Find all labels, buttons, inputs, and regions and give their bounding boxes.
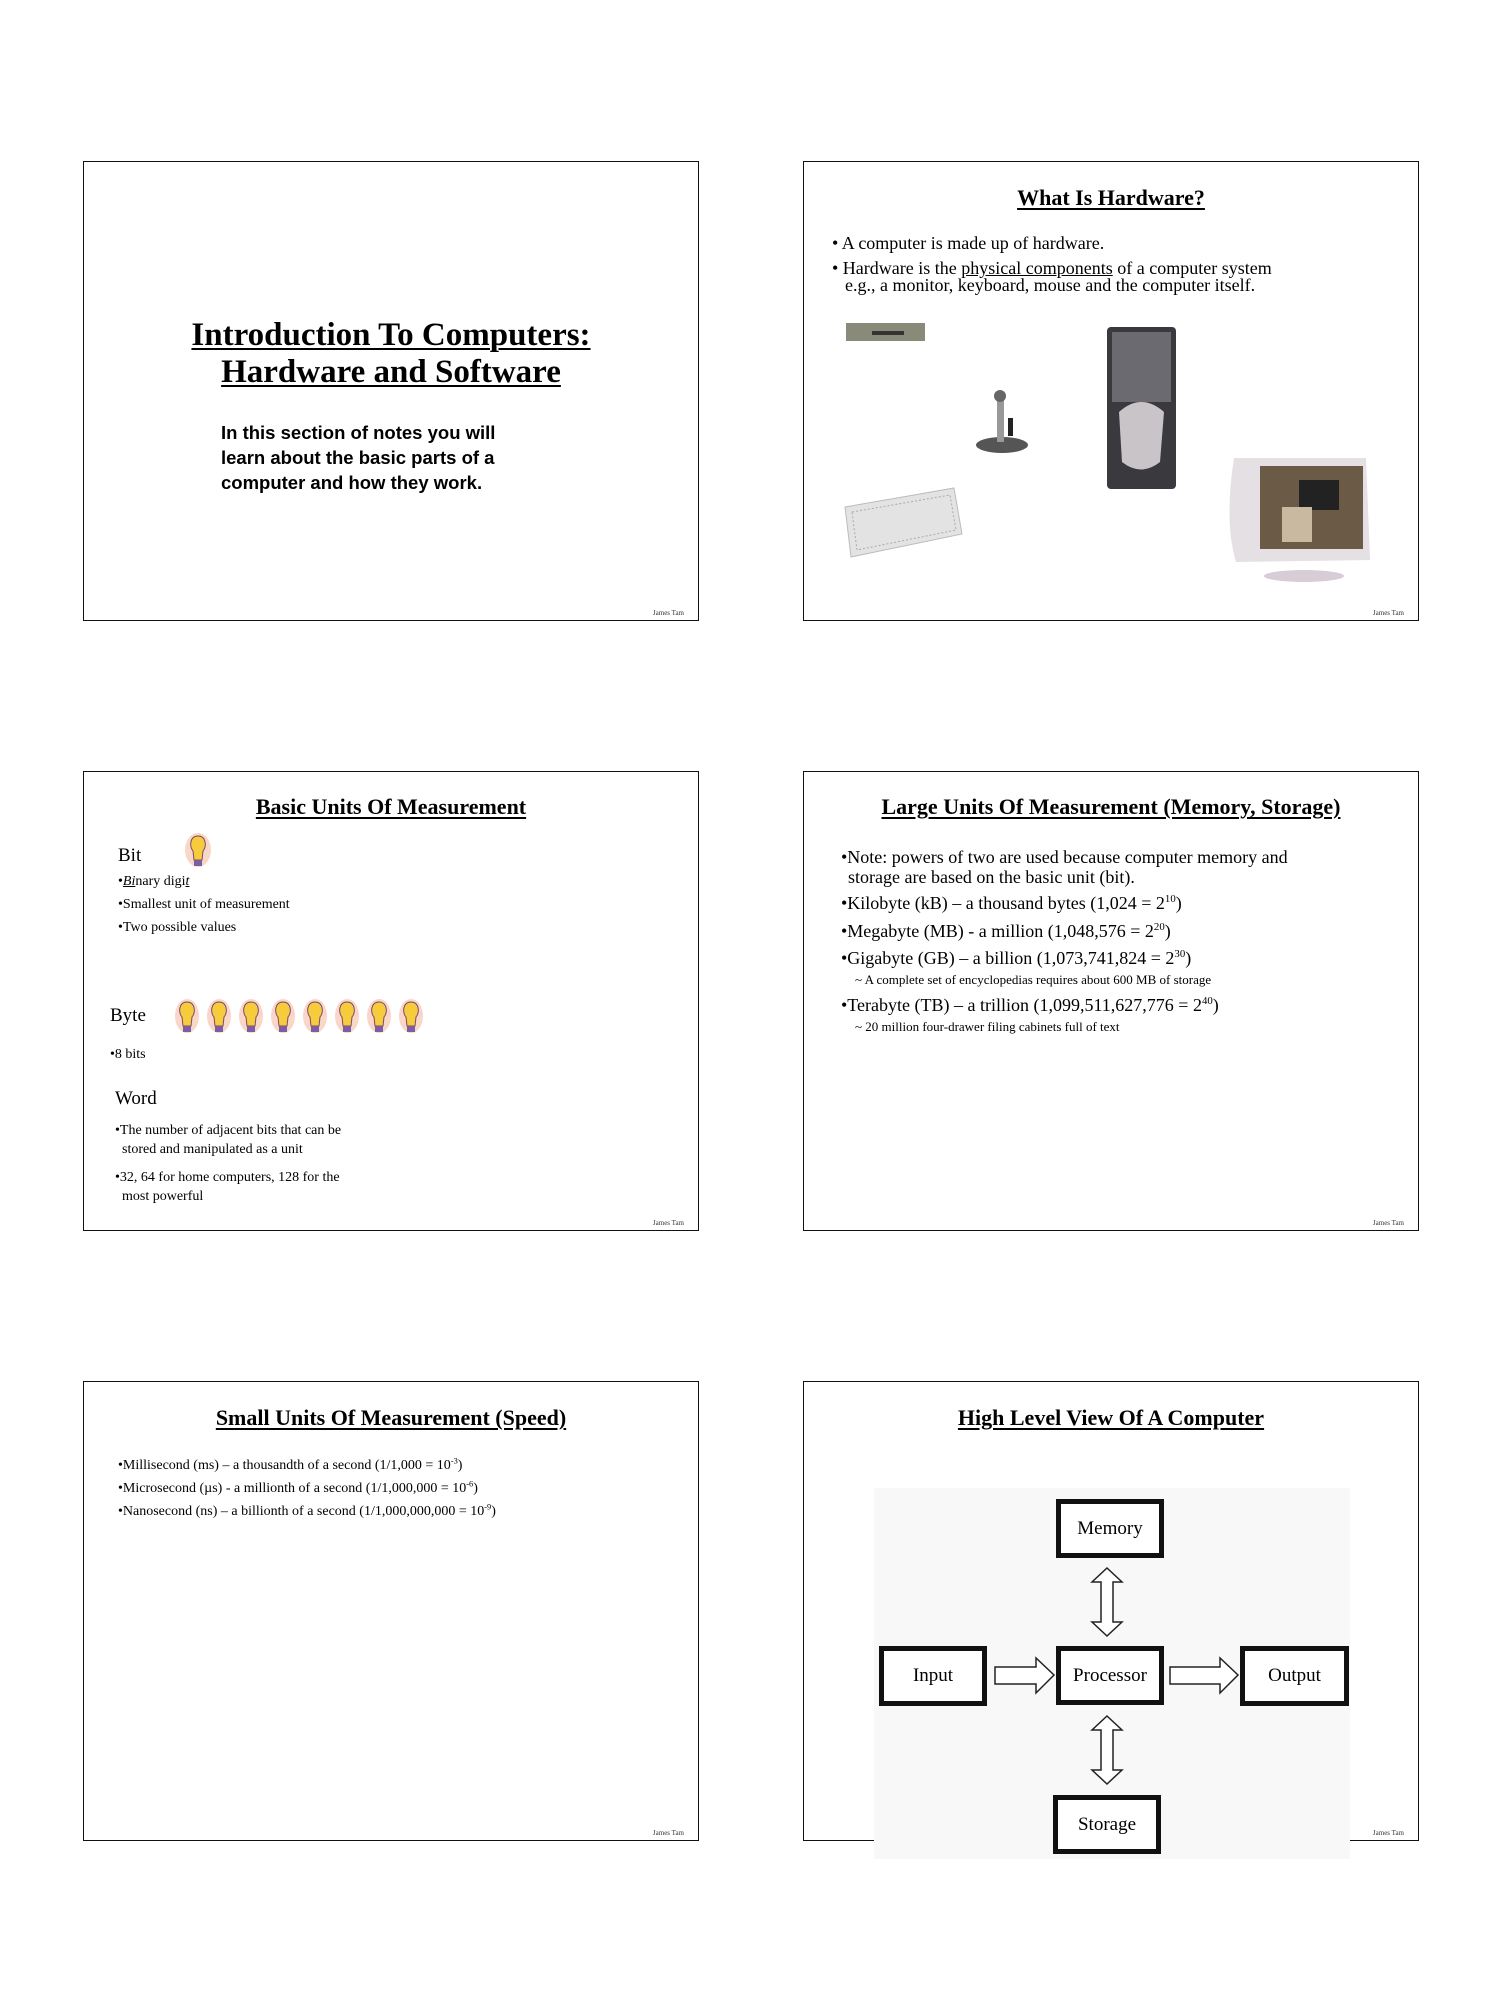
output-box: Output — [1240, 1646, 1349, 1706]
monitor-image — [1229, 458, 1370, 582]
bullet-underlined: physical components — [961, 258, 1113, 278]
lightbulb-icon — [238, 998, 265, 1038]
bullet-text: •Nanosecond (ns) – a billionth of a second (1/1,000,000,000 = 10 — [118, 1504, 485, 1519]
bullet-megabyte — [841, 922, 1171, 940]
paren: ) — [1164, 921, 1171, 941]
hardware-images — [804, 162, 1418, 620]
bullet-continuation: stored and manipulated as a unit — [122, 1142, 303, 1157]
slide-title: Small Units Of Measurement (Speed) — [215, 1405, 567, 1430]
bullet-text: • Hardware is the — [832, 258, 962, 278]
bullet-kilobyte — [841, 894, 1182, 912]
lightbulb-icon — [184, 832, 212, 872]
keyboard-image — [845, 488, 962, 557]
bullet: • A computer is made up of hardware. — [832, 233, 1105, 253]
bullet-text: •Gigabyte (GB) – a billion (1,073,741,824 = 2 — [841, 948, 1175, 968]
slide-title — [84, 317, 698, 391]
slide-high-level-view — [803, 1381, 1419, 1841]
bullet: •Smallest unit of measurement — [118, 897, 290, 912]
slide-intro — [83, 161, 699, 621]
lightbulb-icon — [174, 998, 201, 1038]
paren: ) — [1212, 995, 1219, 1015]
footer-author: James Tam — [652, 1829, 684, 1837]
footer-author: James Tam — [1372, 1219, 1404, 1227]
bullet-text: •Megabyte (MB) - a million (1,048,576 = 2 — [841, 921, 1154, 941]
lightbulb-icon — [302, 998, 329, 1038]
arrow-processor-output — [1170, 1658, 1238, 1693]
footer-author: James Tam — [1372, 609, 1404, 617]
heading-word: Word — [115, 1088, 157, 1109]
exponent: 40 — [1201, 995, 1213, 1007]
bullet-text: •Microsecond (µs) - a millionth of a second (1/1,000,000 = 10 — [118, 1481, 467, 1496]
bullet-continuation: most powerful — [122, 1189, 204, 1204]
processor-box: Processor — [1056, 1646, 1164, 1705]
paren: ) — [491, 1504, 496, 1519]
bullet-terabyte — [841, 996, 1219, 1014]
bullet-text: nary digi — [135, 874, 186, 889]
bullet-text: •Terabyte (TB) – a trillion (1,099,511,627,776 = 2 — [841, 995, 1202, 1015]
memory-box: Memory — [1056, 1499, 1164, 1558]
lightbulb-icon — [206, 998, 233, 1038]
bullet: •Note: powers of two are used because computer memory and — [841, 847, 1288, 867]
bullet-continuation: storage are based on the basic unit (bit). — [848, 867, 1135, 887]
slide-small-units — [83, 1381, 699, 1841]
slide-subtitle: In this section of notes you will learn about the basic parts of a computer and how they work. — [221, 422, 496, 493]
slide-title: High Level View Of A Computer — [957, 1405, 1265, 1430]
byte-bulbs — [174, 998, 425, 1038]
exponent: -3 — [450, 1456, 458, 1466]
slide-title: Large Units Of Measurement (Memory, Storage) — [881, 794, 1341, 819]
bullet-continuation: e.g., a monitor, keyboard, mouse and the computer itself. — [845, 275, 1256, 295]
paren: ) — [1185, 948, 1192, 968]
exponent: 20 — [1153, 921, 1165, 933]
underlined-bi: Bi — [122, 874, 136, 889]
slide-title: What Is Hardware? — [1017, 185, 1205, 210]
heading-byte: Byte — [110, 1005, 146, 1026]
bullet: •32, 64 for home computers, 128 for the — [115, 1170, 340, 1185]
footer-author: James Tam — [1372, 1829, 1404, 1837]
bullet: •Two possible values — [118, 920, 237, 935]
heading-bit: Bit — [118, 845, 142, 866]
diagram-arrows — [804, 1382, 1418, 1840]
bullet: •8 bits — [110, 1047, 146, 1062]
joystick-image — [976, 390, 1028, 453]
exponent: 10 — [1164, 893, 1176, 905]
paren: ) — [473, 1481, 478, 1496]
arrow-input-processor — [995, 1658, 1054, 1693]
slide-title: Basic Units Of Measurement — [255, 794, 527, 819]
paren: ) — [1175, 893, 1182, 913]
slide-what-is-hardware — [803, 161, 1419, 621]
sub-bullet: ~ A complete set of encyclopedias requires about 600 MB of storage — [855, 972, 1212, 987]
bullet-nanosecond — [118, 1504, 496, 1520]
paren: ) — [457, 1458, 463, 1473]
slide-large-units — [803, 771, 1419, 1231]
title-line-1: Introduction To Computers: — [191, 317, 591, 353]
storage-box: Storage — [1053, 1795, 1161, 1854]
exponent: -6 — [466, 1479, 474, 1489]
double-arrow-processor-storage — [1092, 1716, 1122, 1784]
bullet-text: •Millisecond (ms) – a thousandth of a second (1/1,000 = 10 — [118, 1458, 451, 1473]
lightbulb-icon — [366, 998, 393, 1038]
footer-author: James Tam — [652, 1219, 684, 1227]
lightbulb-icon — [270, 998, 297, 1038]
bullet-gigabyte — [841, 949, 1191, 967]
bullet-microsecond — [118, 1481, 478, 1497]
bullet: •The number of adjacent bits that can be — [115, 1123, 342, 1138]
title-line-2: Hardware and Software — [221, 354, 561, 390]
computer-tower-image — [1107, 327, 1176, 489]
double-arrow-memory-processor — [1092, 1568, 1122, 1636]
floppy-drive-image — [846, 323, 925, 341]
lightbulb-icon — [334, 998, 361, 1038]
slide-basic-units — [83, 771, 699, 1231]
sub-bullet: ~ 20 million four-drawer filing cabinets full of text — [855, 1019, 1120, 1034]
lightbulb-icon — [398, 998, 425, 1038]
footer-author: James Tam — [652, 609, 684, 617]
underlined-t: t — [185, 874, 190, 889]
bullet-text: •Kilobyte (kB) – a thousand bytes (1,024 = 2 — [841, 893, 1165, 913]
bullet: •Binary digit — [118, 874, 190, 889]
exponent: 30 — [1174, 948, 1186, 960]
exponent: -9 — [484, 1502, 492, 1512]
bullet-text: of a computer system — [1112, 258, 1272, 278]
bullet-millisecond — [118, 1458, 462, 1474]
input-box: Input — [879, 1646, 987, 1706]
